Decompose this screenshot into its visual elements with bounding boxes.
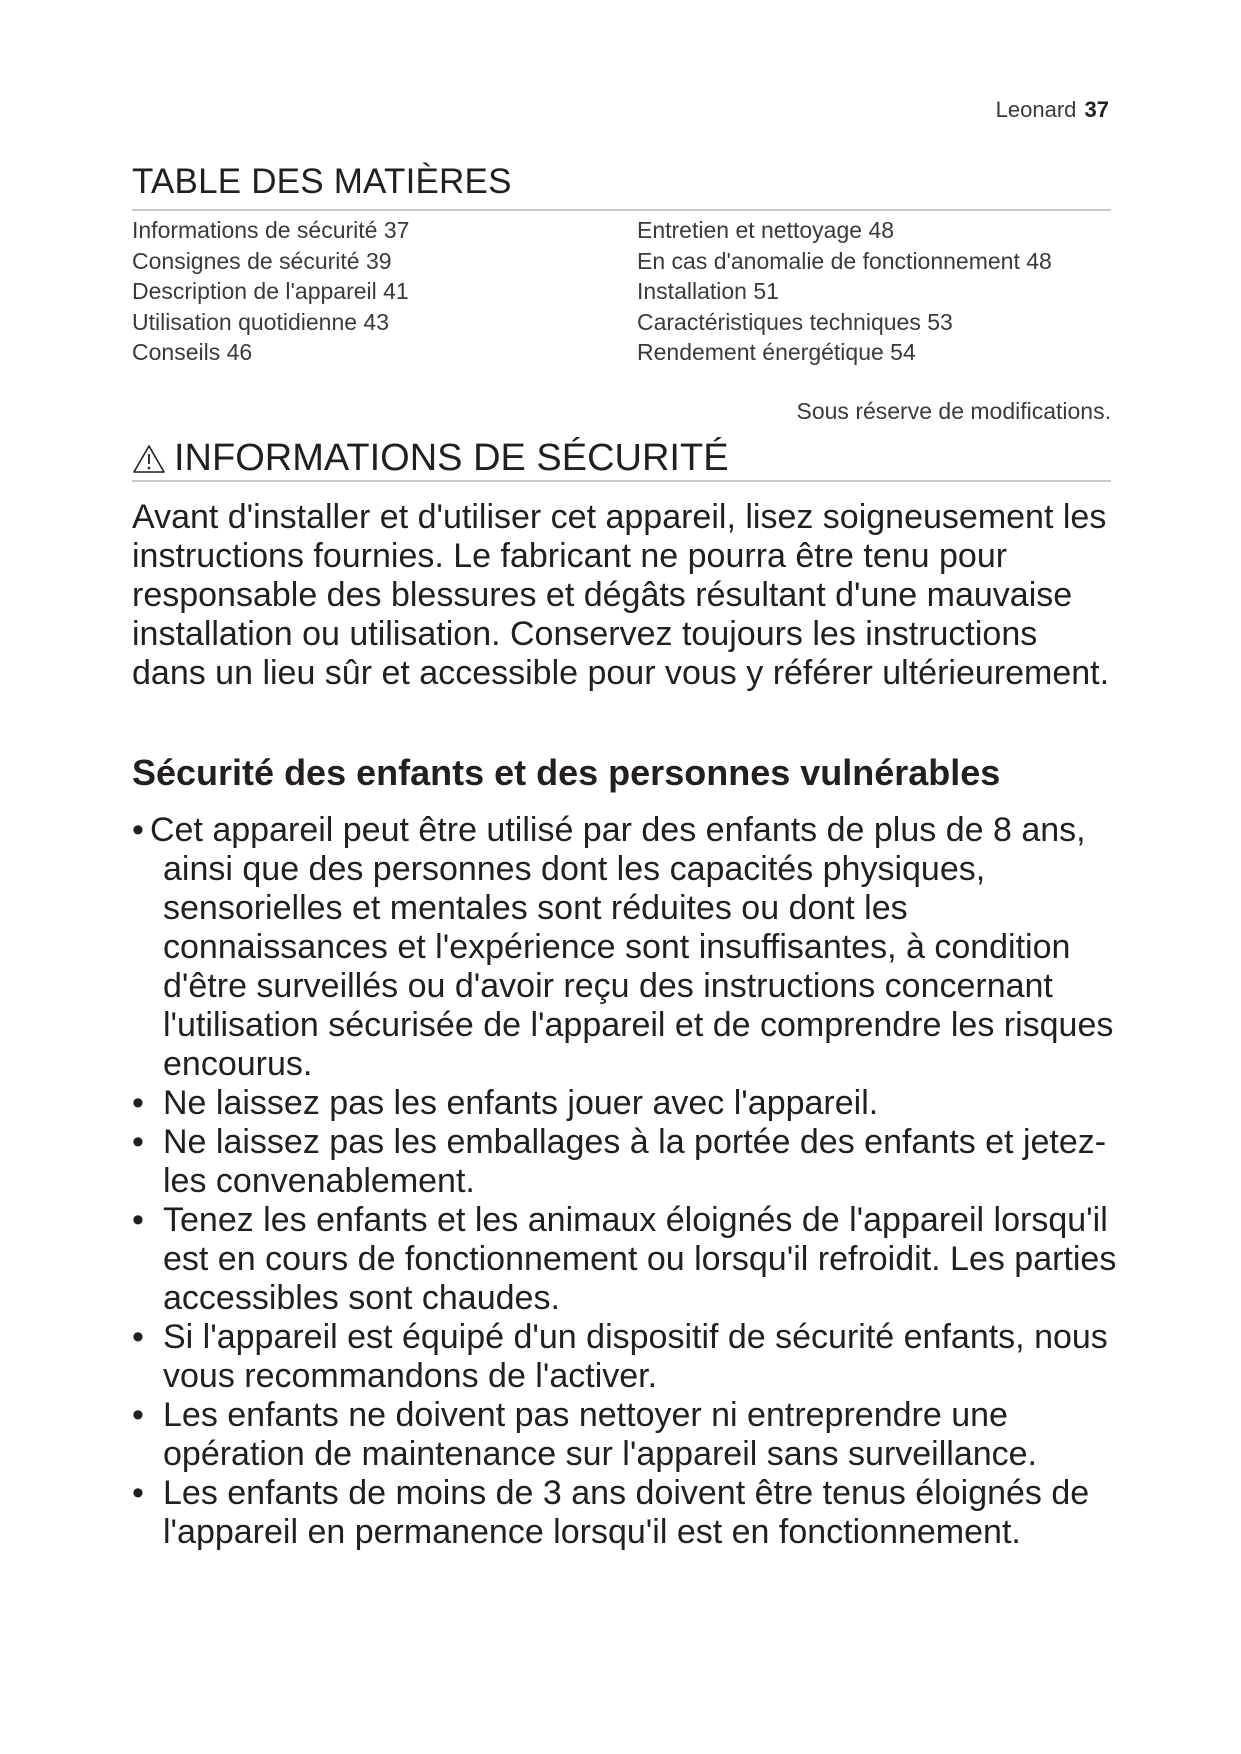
list-item-text: Cet appareil peut être utilisé par des enfants de plus de 8 ans, ainsi que des personnes dont les capacités physiques, sensorielles et mentales sont réduites ou dont les connaissances et l'expérience sont insuffisantes, à condition d'être surveillés ou d'avoir reçu des instructions concernant l'utilisation sécurisée de l'appareil et de comprendre les risques encourus.	[150, 811, 1114, 1083]
list-item	[132, 1084, 1117, 1123]
bullet-icon: •	[132, 1123, 144, 1161]
toc-entry[interactable]: Entretien et nettoyage 48	[637, 217, 895, 243]
list-item	[132, 811, 1117, 1084]
list-item	[132, 1123, 1117, 1201]
toc-divider	[132, 209, 1111, 211]
bullet-icon: •	[132, 1318, 144, 1356]
list-item-text: Les enfants ne doivent pas nettoyer ni entreprendre une opération de maintenance sur l'appareil sans surveillance.	[163, 1396, 1038, 1473]
bullet-icon: •	[132, 1474, 144, 1512]
list-item-text: Ne laissez pas les enfants jouer avec l'appareil.	[163, 1084, 879, 1122]
toc-right-column	[637, 215, 1052, 368]
toc-entry[interactable]: Rendement énergétique 54	[637, 339, 916, 365]
modification-note: Sous réserve de modifications.	[796, 398, 1111, 424]
warning-triangle-icon	[132, 444, 166, 474]
children-safety-list	[132, 811, 1117, 1552]
toc-entry[interactable]: En cas d'anomalie de fonctionnement 48	[637, 247, 1052, 274]
safety-heading-text: INFORMATIONS DE SÉCURITÉ	[174, 437, 729, 479]
toc-entry[interactable]: Utilisation quotidienne 43	[132, 308, 390, 335]
list-item-text: Si l'appareil est équipé d'un dispositif de sécurité enfants, nous vous recommandons de l'activer.	[163, 1318, 1108, 1395]
toc-entry[interactable]: Informations de sécurité 37	[132, 217, 410, 243]
children-safety-heading: Sécurité des enfants et des personnes vulnérables	[132, 752, 1001, 793]
bullet-icon: •	[132, 1396, 144, 1434]
header-brand: Leonard	[995, 97, 1077, 122]
toc-entry[interactable]: Conseils 46	[132, 339, 253, 365]
toc-entry[interactable]: Caractéristiques techniques 53	[637, 308, 953, 335]
list-item-text: Tenez les enfants et les animaux éloignés de l'appareil lorsqu'il est en cours de fonctionnement ou lorsqu'il refroidit. Les parties accessibles sont chaudes.	[163, 1201, 1117, 1317]
toc-left-column	[132, 215, 409, 368]
safety-heading	[132, 437, 729, 480]
list-item-text: Les enfants de moins de 3 ans doivent être tenus éloignés de l'appareil en permanence lorsqu'il est en fonctionnement.	[163, 1474, 1090, 1551]
bullet-icon: •	[132, 1201, 144, 1239]
running-header	[996, 97, 1109, 123]
safety-divider	[132, 480, 1111, 482]
toc-entry[interactable]: Installation 51	[637, 278, 779, 304]
list-item	[132, 1396, 1117, 1474]
list-item	[132, 1201, 1117, 1318]
list-item	[132, 1318, 1117, 1396]
toc-title: TABLE DES MATIÈRES	[132, 162, 512, 201]
list-item	[132, 1474, 1117, 1552]
list-item-text: Ne laissez pas les emballages à la portée des enfants et jetez-les convenablement.	[163, 1123, 1107, 1200]
page-number: 37	[1084, 97, 1109, 122]
safety-intro-paragraph: Avant d'installer et d'utiliser cet appareil, lisez soigneusement les instructions fournies. Le fabricant ne pourra être tenu pour responsable des blessures et dégâts résultant d'une mauvaise installation ou utilisation. Conservez toujours les instructions dans un lieu sûr et accessible pour vous y référer ultérieurement.	[132, 498, 1110, 692]
toc-entry[interactable]: Description de l'appareil 41	[132, 278, 409, 304]
bullet-icon: •	[132, 811, 144, 849]
toc-entry[interactable]: Consignes de sécurité 39	[132, 247, 392, 274]
bullet-icon: •	[132, 1084, 144, 1122]
